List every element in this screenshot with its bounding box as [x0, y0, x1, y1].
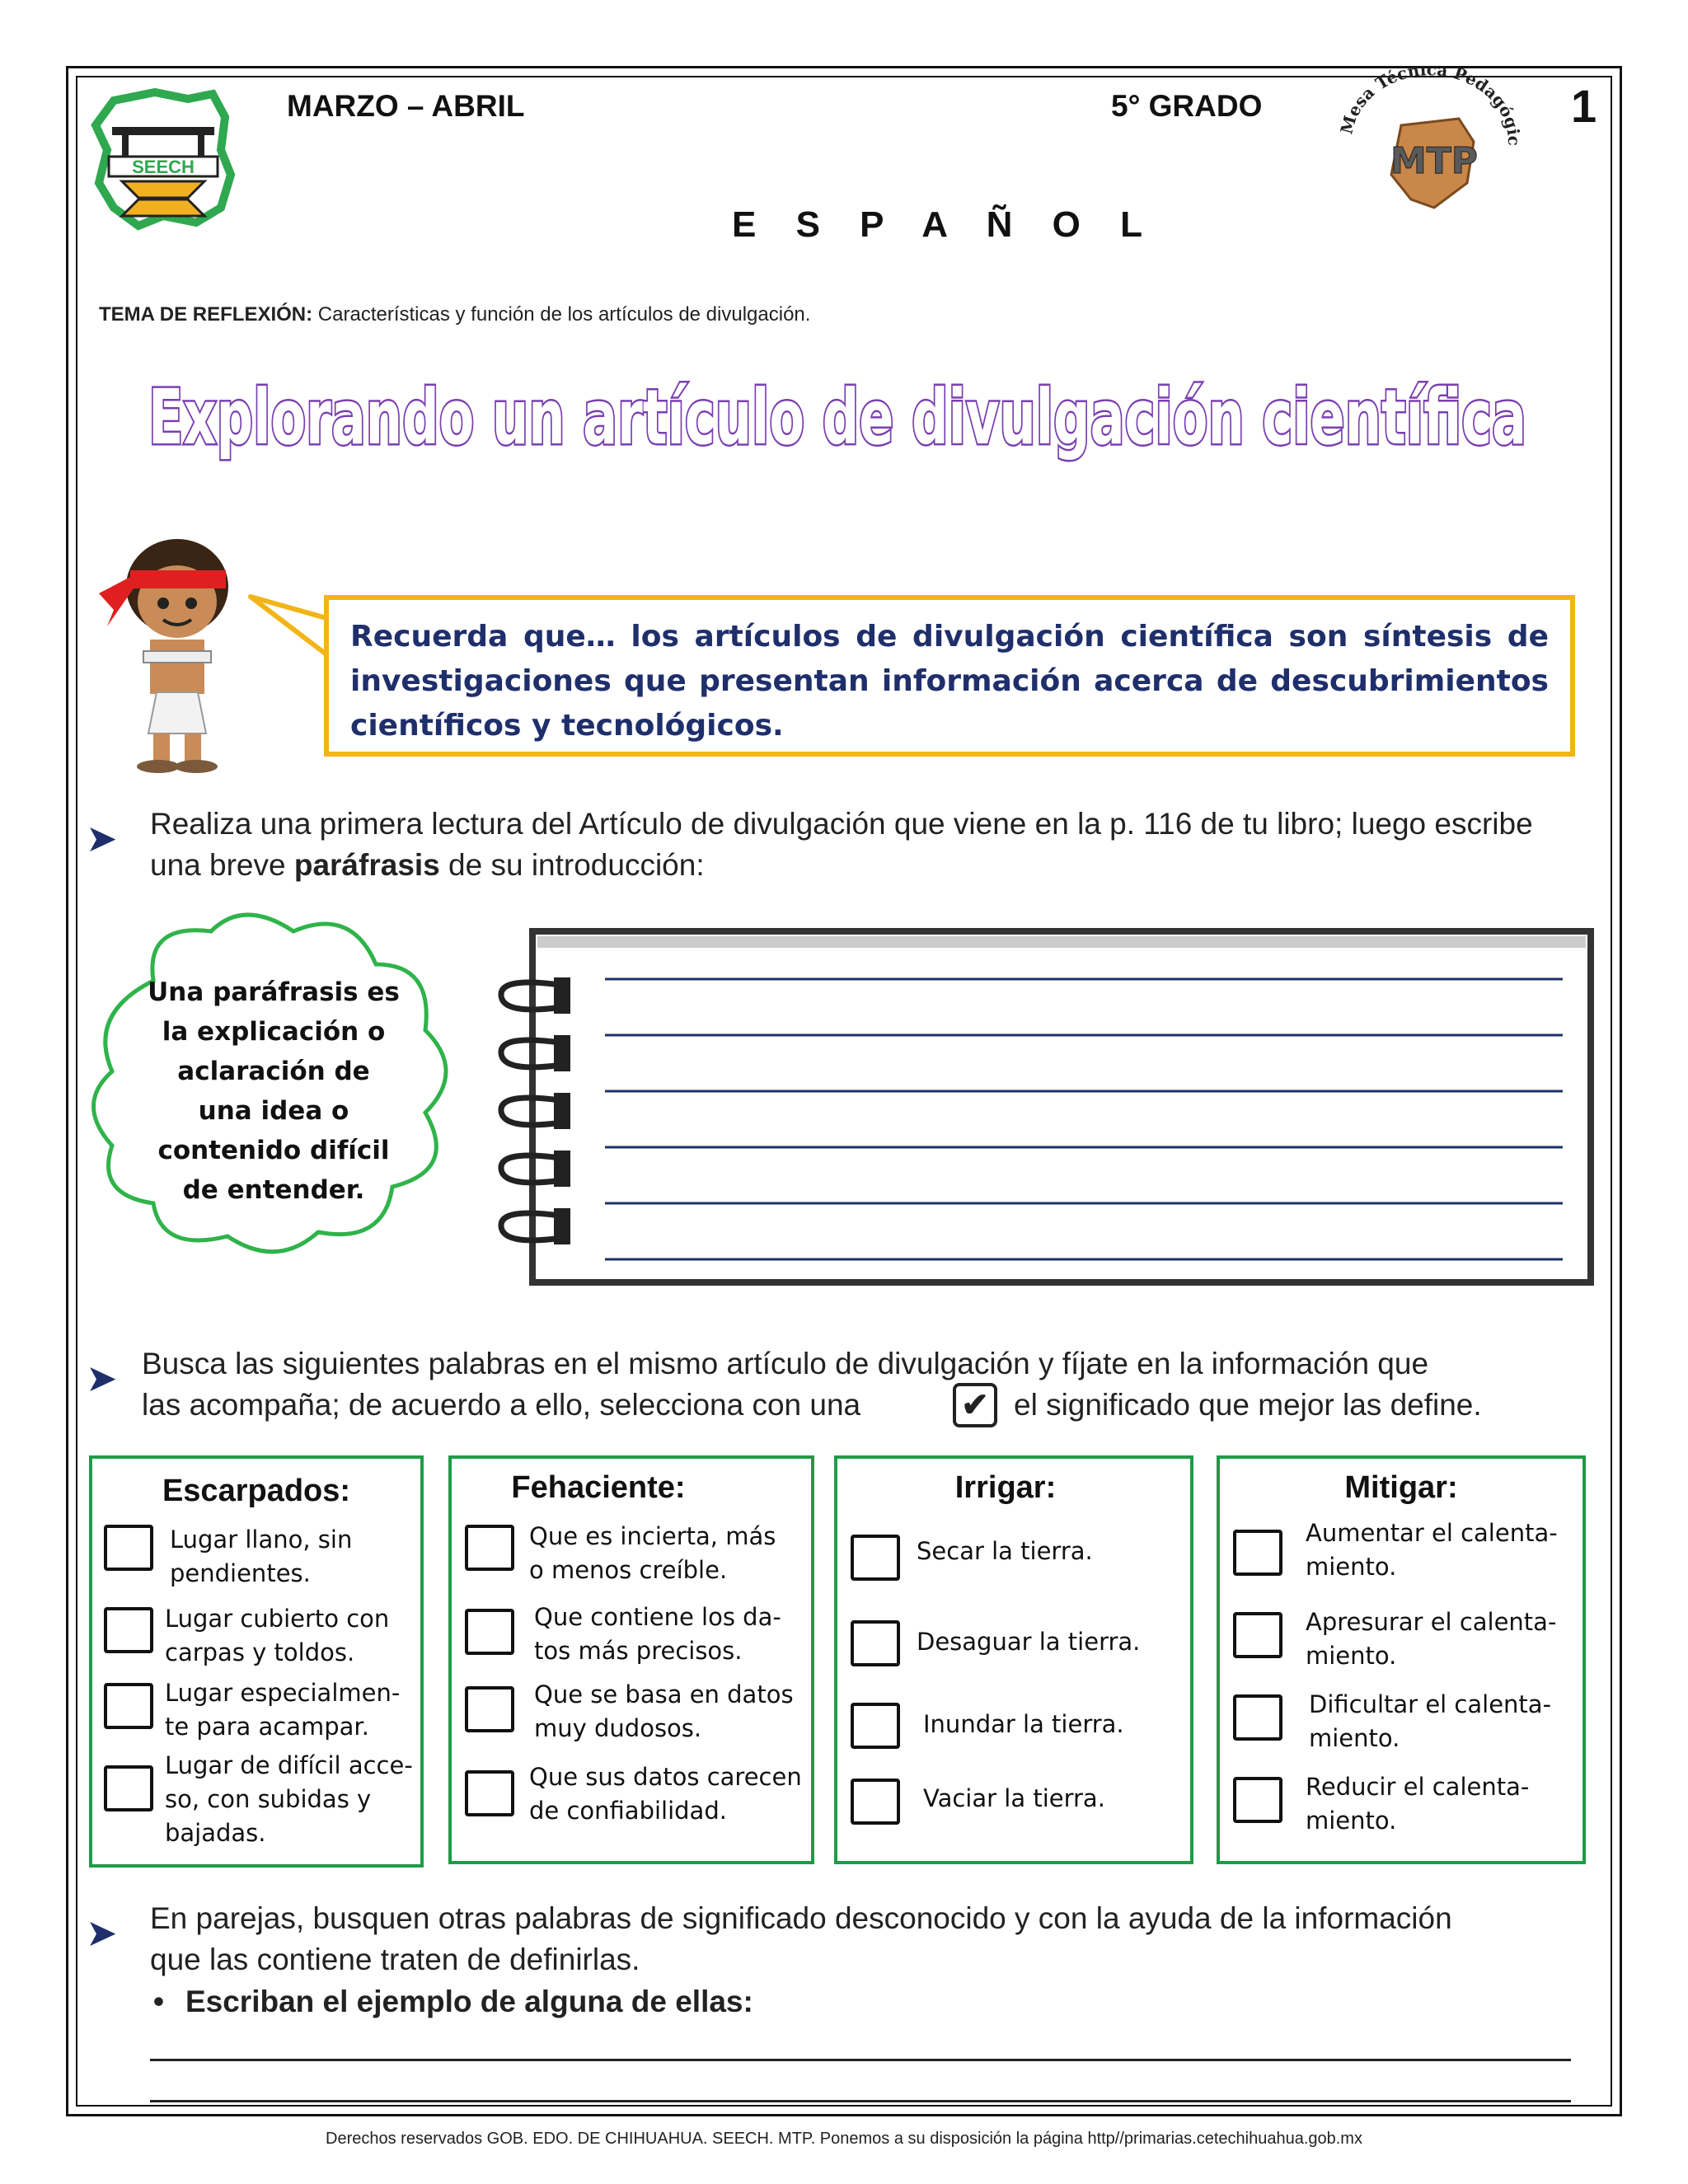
instruction-paraphrase: [150, 804, 1568, 886]
subject-title: E S P A Ñ O L: [732, 204, 1157, 245]
instruction-words-line1: Busca las siguientes palabras en el mismo artículo de divulgación y fíjate en la información que: [142, 1347, 1429, 1380]
option-text: Vaciar la tierra.: [923, 1784, 1105, 1812]
option-checkbox[interactable]: [465, 1770, 514, 1816]
cloud-line: contenido difícil: [157, 1136, 390, 1165]
word-box-fehaciente: [448, 1455, 814, 1864]
mtp-logo: [1335, 68, 1523, 216]
option-text: Reducir el calenta- miento.: [1306, 1773, 1530, 1835]
cloud-line: de entender.: [182, 1175, 365, 1205]
seech-logo: [89, 84, 237, 232]
option-checkbox[interactable]: [851, 1779, 900, 1825]
word-box-escarpados: [89, 1455, 424, 1868]
cloud-line: la explicación o: [162, 1017, 386, 1047]
answer-line[interactable]: [150, 2059, 1571, 2061]
instruction-pairs-line2: que las contiene traten de definirlas.: [150, 1943, 640, 1976]
main-title: [140, 346, 1541, 486]
page-number: 1: [1571, 80, 1597, 132]
option-text: Que sus datos carecen de confiabilidad.: [529, 1763, 802, 1825]
option-text: Secar la tierra.: [917, 1537, 1093, 1565]
option-text: Apresurar el calenta- miento.: [1306, 1608, 1557, 1670]
option-checkbox[interactable]: [851, 1703, 900, 1749]
instruction-words-line2b: el significado que mejor las define.: [1014, 1388, 1482, 1422]
word-box-mitigar: [1217, 1455, 1586, 1864]
option-checkbox[interactable]: [104, 1607, 153, 1653]
option-text: Inundar la tierra.: [923, 1710, 1124, 1738]
option-checkbox[interactable]: [1233, 1530, 1282, 1576]
answer-line[interactable]: [150, 2100, 1571, 2102]
option-checkbox[interactable]: [104, 1683, 153, 1729]
option-checkbox[interactable]: [104, 1765, 153, 1811]
svg-text:Mesa Técnica Pedagógica: Mesa Técnica Pedagógic: [1336, 68, 1523, 147]
option-checkbox[interactable]: [465, 1686, 514, 1732]
tema-reflexion: [99, 303, 810, 326]
cloud-text: [138, 972, 410, 1210]
svg-text:Explorando un artículo de divu: Explorando un artículo de divulgación científica: [148, 373, 1526, 462]
cloud-line: Una paráfrasis es: [148, 977, 400, 1007]
word-title: Fehaciente:: [511, 1470, 686, 1505]
instruction-words-line2a: las acompaña; de acuerdo a ello, selecciona con una: [142, 1388, 861, 1422]
instruction-pairs-bullet: • Escriban el ejemplo de alguna de ellas:: [153, 1985, 753, 2018]
option-checkbox[interactable]: [851, 1535, 900, 1581]
instruction-paraphrase-part2: de su introducción:: [439, 848, 705, 882]
arrow-bullet-icon: ➤: [86, 817, 118, 860]
option-text: Que es incierta, más o menos creíble.: [529, 1522, 776, 1584]
svg-text:MTP: MTP: [1390, 140, 1479, 182]
option-text: Lugar llano, sin pendientes.: [170, 1526, 353, 1587]
word-title: Mitigar:: [1344, 1470, 1458, 1505]
cloud-line: una idea o: [198, 1096, 349, 1126]
option-checkbox[interactable]: [1233, 1612, 1282, 1658]
instruction-pairs-bullet-text: Escriban el ejemplo de alguna de ellas:: [185, 1985, 753, 2018]
option-text: Que se basa en datos muy dudosos.: [534, 1680, 794, 1742]
tema-label: TEMA DE REFLEXIÓN:: [99, 303, 313, 326]
option-checkbox[interactable]: [851, 1620, 900, 1666]
cloud-line: aclaración de: [177, 1057, 370, 1086]
character-illustration: [91, 527, 264, 775]
option-checkbox[interactable]: [1233, 1694, 1282, 1741]
option-checkbox[interactable]: [104, 1525, 153, 1571]
header-grade: 5° GRADO: [1111, 89, 1263, 123]
option-text: Lugar de difícil acce- so, con subidas y bajadas.: [165, 1751, 413, 1847]
tema-text: Características y función de los artículos de divulgación.: [317, 303, 811, 326]
footer-copyright: Derechos reservados GOB. EDO. DE CHIHUAHUA. SEECH. MTP. Ponemos a su disposición la página http//primarias.cetechihuahua.gob.mx: [326, 2130, 1362, 2148]
option-text: Desaguar la tierra.: [917, 1628, 1141, 1656]
option-text: Que contiene los da- tos más precisos.: [534, 1603, 781, 1665]
option-text: Lugar cubierto con carpas y toldos.: [165, 1605, 390, 1666]
option-checkbox[interactable]: [1233, 1777, 1282, 1823]
option-checkbox[interactable]: [465, 1609, 514, 1655]
recuerda-text: Recuerda que… los artículos de divulgación científica son síntesis de investigaciones que presentan información acerca de descubrimientos científicos y tecnológicos.: [350, 620, 1549, 743]
arrow-bullet-icon: ➤: [86, 1911, 118, 1954]
header-months: MARZO – ABRIL: [287, 89, 525, 123]
instruction-pairs-line1: En parejas, busquen otras palabras de significado desconocido y con la ayuda de la información: [150, 1901, 1452, 1935]
option-text: Lugar especialmen- te para acampar.: [165, 1679, 401, 1741]
option-text: Dificultar el calenta- miento.: [1309, 1690, 1552, 1752]
instruction-paraphrase-part1: Realiza una primera lectura del Artículo de divulgación que viene en la p. 116 de tu libro; luego escribe una breve: [150, 807, 1533, 882]
instruction-paraphrase-bold: paráfrasis: [293, 848, 440, 882]
word-box-irrigar: [834, 1455, 1193, 1864]
option-text: Aumentar el calenta- miento.: [1306, 1519, 1558, 1581]
option-checkbox[interactable]: [465, 1525, 514, 1571]
svg-text:SEECH: SEECH: [132, 157, 195, 177]
notebook-writing-area[interactable]: [483, 928, 1597, 1287]
checkmark-icon: ✔: [953, 1383, 997, 1427]
arrow-bullet-icon: ➤: [86, 1357, 118, 1399]
recuerda-box: [324, 595, 1575, 757]
word-title: Escarpados:: [162, 1474, 351, 1508]
word-title: Irrigar:: [954, 1470, 1057, 1505]
